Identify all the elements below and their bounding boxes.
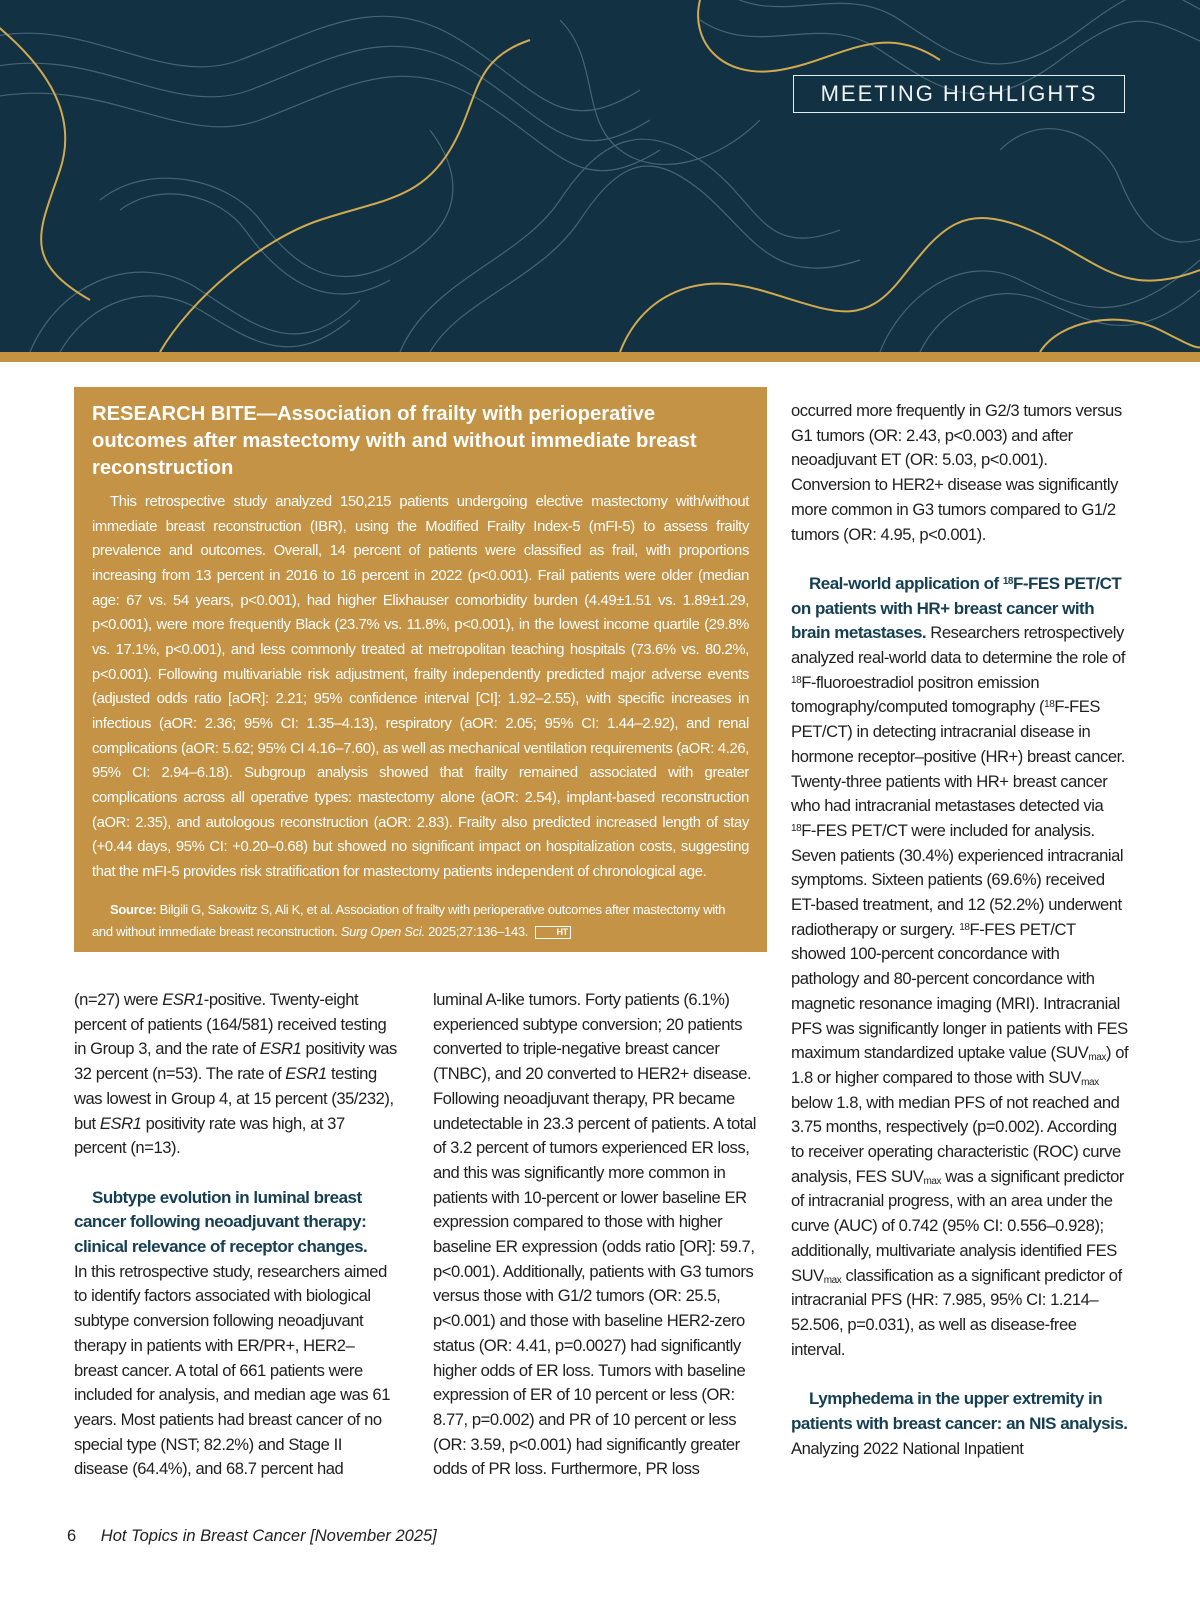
fes-pet-section: Real-world application of $^{18}$F-FES PET/CT on patients with HR+ breast cancer with brain metastases. Researchers retrospectively analyzed real-world data to determine the role of $^{18}$F-fluoroestradiol positron emission tomography/computed tomography ($^{18}$F-FES PET/CT) in detecting intracranial disease in hormone receptor–positive (HR+) breast cancer. Twenty-three patients with HR+ breast cancer who had intracranial metastases detected via $^{18}$F-FES PET/CT were included for analysis. Seven patients (30.4%) experienced intracranial symptoms. Sixteen patients (69.6%) received ET-based treatment, and 12 (52.2%) underwent radiotherapy or surgery. $^{18}$F-FES PET/CT showed 100-percent concordance with pathology and 80-percent concordance with magnetic resonance imaging (MRI). Intracranial PFS was significantly longer in patients with FES maximum standardized uptake value $(SUV_{max})$ of 1.8 or higher compared to those with $SUV_{max}$ below 1.8, with median PFS of not reached and 3.75 months, respectively (p=0.002). According to receiver operating characteristic (ROC) curve analysis, FES $SUV_{max}$ was a significant predictor of intracranial progress, with an area under the curve (AUC) of 0.742 (95% CI: 0.556–0.928); additionally, multivariate analysis identified FES $SUV_{max}$ classification as a significant predictor of intracranial PFS (HR: 7.985, 95% CI: 1.214–52.506, p=0.031), as well as disease-free interval. (791, 573, 1129, 1359)
source-label: Source: (110, 902, 157, 918)
page-footer (67, 1527, 437, 1546)
research-bite-body: This retrospective study analyzed 150,215 patients undergoing elective mastectomy with/without immediate breast reconstruction (IBR), using the Modified Frailty Index-5 (mFI-5) to assess frailty prevalence and outcomes. Overall, 14 percent of patients were classified as frail, with proportions increasing from 13 percent in 2016 to 16 percent in 2022 (p<0.001). Frail patients were older (median age: 67 vs. 54 years, p<0.001), had higher Elixhauser comorbidity burden (4.49±1.51 vs. 1.89±1.29, p<0.001), were more frequently Black (23.7% vs. 11.8%, p<0.001), in the lowest income quartile (29.8% vs. 17.1%, p<0.001), and less commonly treated at metropolitan teaching hospitals (73.6% vs. 80.2%, p<0.001). Following multivariable risk adjustment, frailty independently predicted major adverse events (adjusted odds ratio [aOR]: 2.21; 95% confidence interval [CI]: 1.92–2.55), with specific increases in infectious (aOR: 2.36; 95% CI: 1.35–4.13), respiratory (aOR: 2.05; 95% CI: 1.44–2.92), and renal complications (aOR: 5.62; 95% CI 4.16–7.60), as well as mechanical ventilation requirements (aOR: 4.26, 95% CI: 2.94–6.18). Subgroup analysis showed that frailty remained associated with greater complications across all operative types: mastectomy alone (aOR: 2.54), implant-based reconstruction (aOR: 2.35), and autologous reconstruction (aOR: 2.83). Frailty also predicted increased length of stay (+0.44 days, 95% CI: +0.20–0.68) but showed no significant impact on hospitalization costs, suggesting that the mFI-5 provides risk stratification for mastectomy patients independent of chronological age. (92, 494, 749, 880)
source-journal: Surg Open Sci. (340, 924, 425, 940)
column-3-paragraph: occurred more frequently in G2/3 tumors versus G1 tumors (OR: 2.43, p<0.003) and after neoadjuvant ET (OR: 5.03, p<0.001). Conversion to HER2+ disease was significantly more common in G3 tumors compared to G1/2 tumors (OR: 4.95, p<0.001). (791, 401, 1122, 544)
subtype-evolution-heading: Subtype evolution in luminal breast cancer following neoadjuvant therapy: clinical relevance of receptor changes. (74, 1187, 368, 1257)
column-2-paragraph: luminal A-like tumors. Forty patients (6.1%) experienced subtype conversion; 20 patients converted to triple-negative breast cancer (TNBC), and 20 converted to HER2+ disease. Following neoadjuvant therapy, PR became undetectable in 23.3 percent of patients. A total of 3.2 percent of tumors experienced ER loss, and this was significantly more common in patients with 10-percent or lower baseline ER expression compared to those with higher baseline ER expression (odds ratio [OR]: 59.7, p<0.001). Additionally, patients with G3 tumors versus those with G1/2 tumors (OR: 25.5, p<0.001) and those with baseline HER2-zero status (OR: 4.41, p=0.0027) had significantly higher odds of ER loss. Tumors with baseline expression of ER of 10 percent or less (OR: 8.77, p=0.002) and PR of 10 percent or less (OR: 3.59, p<0.001) had significantly greater odds of PR loss. Furthermore, PR loss (433, 990, 756, 1479)
research-bite-title: RESEARCH BITE—Association of frailty with perioperative outcomes after mastectomy with and without immediate breast reconstruction (92, 403, 697, 479)
research-bite-source (92, 899, 749, 943)
section-label: MEETING HIGHLIGHTS (793, 75, 1125, 113)
source-text: Bilgili G, Sakowitz S, Ali K, et al. Association of frailty with perioperative outcomes after mastectomy with and without immediate breast reconstruction. (92, 902, 726, 940)
column-3 (791, 399, 1129, 1461)
subtype-evolution-body: In this retrospective study, researchers aimed to identify factors associated with biological subtype conversion following neoadjuvant therapy in patients with ER/PR+, HER2– breast cancer. A total of 661 patients were included for analysis, and median age was 61 years. Most patients had breast cancer of no special type (NST; 82.2%) and Stage II disease (64.4%), and 68.7 percent had (74, 1261, 390, 1479)
gold-divider (0, 352, 1200, 362)
page-number: 6 (67, 1527, 77, 1545)
column-2 (433, 988, 763, 1482)
column-1 (74, 988, 400, 1482)
publication-title: Hot Topics in Breast Cancer [November 2025] (100, 1527, 437, 1545)
header-banner (0, 0, 1200, 352)
fes-pet-heading: Real-world application of $^{18}$F-FES PET/CT on patients with HR+ breast cancer with brain metastases. (791, 573, 1122, 643)
topographic-pattern (0, 0, 1200, 352)
source-cite: 2025;27:136–143. (428, 924, 529, 940)
lymphedema-section: Lymphedema in the upper extremity in patients with breast cancer: an NIS analysis. Analyzing 2022 National Inpatient (791, 1389, 1128, 1458)
column-1-paragraph: (n=27) were ESR1-positive. Twenty-eight percent of patients (164/581) received testing in Group 3, and the rate of ESR1 positivity was 32 percent (n=53). The rate of ESR1 testing was lowest in Group 4, at 15 percent (35/232), but ESR1 positivity rate was high, at 37 percent (n=13). (74, 990, 397, 1158)
end-mark: HT (535, 926, 570, 939)
research-bite-box (74, 387, 767, 952)
lymphedema-heading: Lymphedema in the upper extremity in patients with breast cancer: an NIS analysis. (791, 1389, 1128, 1433)
